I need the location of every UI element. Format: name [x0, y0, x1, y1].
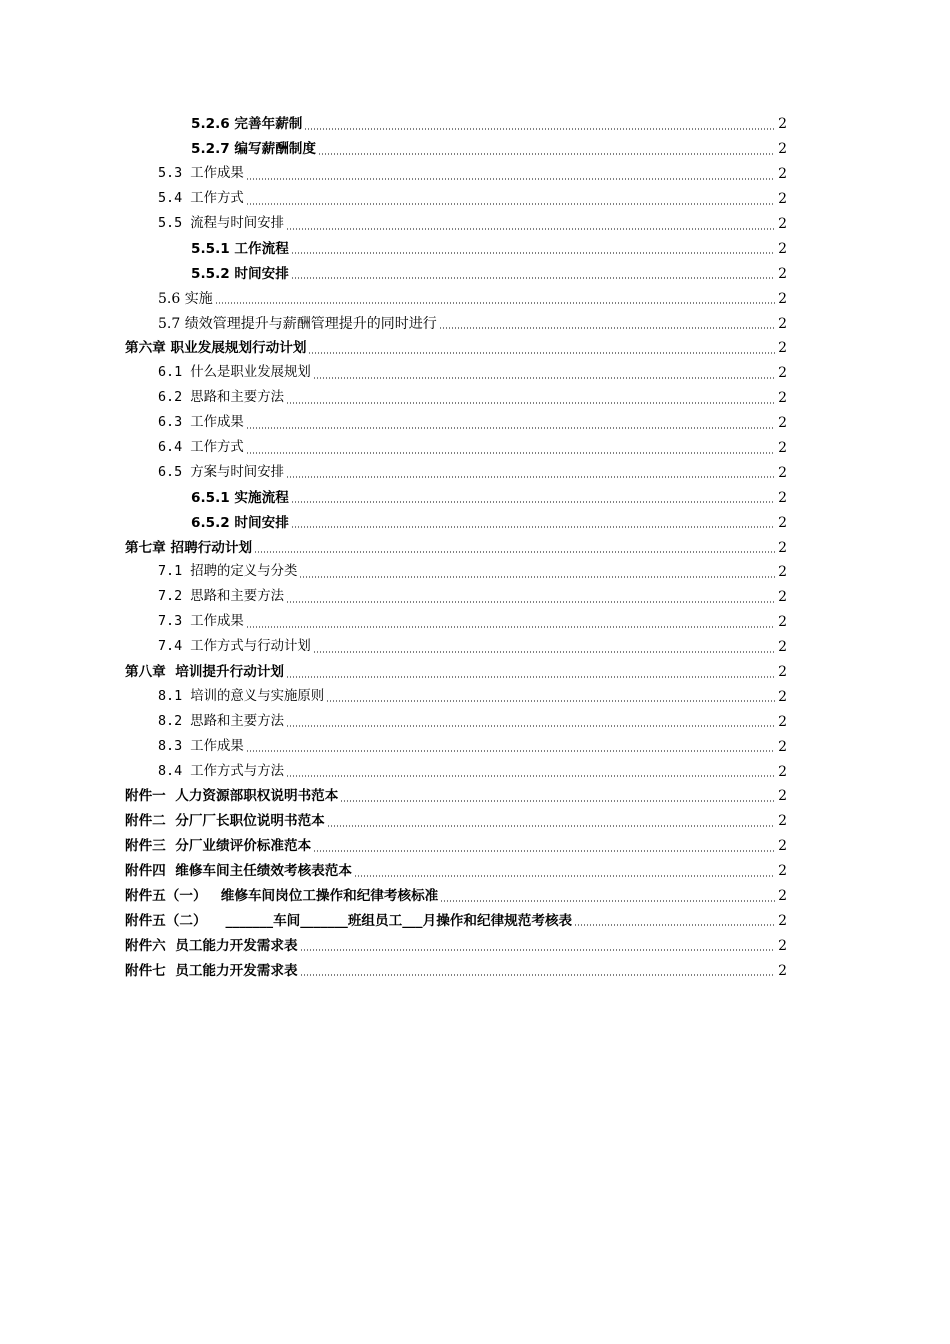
- toc-entry-title: 6.4 工作方式: [158, 440, 244, 456]
- toc-entry[interactable]: [0, 311, 950, 336]
- dot-leader: [246, 427, 775, 429]
- toc-entry[interactable]: [0, 411, 950, 436]
- dot-leader: [318, 153, 775, 155]
- dot-leader: [354, 875, 775, 877]
- toc-entry[interactable]: [0, 734, 950, 759]
- dot-leader: [246, 452, 775, 454]
- toc-entry-title: 8.1 培训的意义与实施原则: [158, 688, 325, 704]
- toc-entry[interactable]: [0, 261, 950, 286]
- toc-entry-title: 8.3 工作成果: [158, 738, 244, 754]
- toc-entry-page-number: 2: [778, 639, 787, 656]
- toc-entry[interactable]: [0, 759, 950, 784]
- dot-leader: [308, 352, 775, 354]
- toc-entry-title: 第七章 招聘行动计划: [125, 539, 253, 556]
- dot-leader: [246, 750, 775, 752]
- dot-leader: [313, 651, 775, 653]
- toc-entry-page-number: 2: [778, 514, 787, 531]
- toc-entry-page-number: 2: [778, 191, 787, 208]
- toc-entry-title: 6.3 工作成果: [158, 415, 244, 431]
- toc-entry-title: 附件六 员工能力开发需求表: [125, 937, 298, 954]
- dot-leader: [286, 228, 775, 230]
- dot-leader: [300, 974, 775, 976]
- toc-entry[interactable]: [0, 933, 950, 958]
- toc-entry-page-number: 2: [778, 415, 787, 432]
- toc-entry-title: 7.4 工作方式与行动计划: [158, 639, 311, 655]
- toc-entry[interactable]: [0, 684, 950, 709]
- dot-leader: [286, 725, 775, 727]
- toc-entry-title: 附件五（一） 维修车间岗位工操作和纪律考核标准: [125, 888, 439, 905]
- toc-entry-page-number: 2: [778, 564, 787, 581]
- toc-entry[interactable]: [0, 585, 950, 610]
- dot-leader: [299, 576, 775, 578]
- toc-entry-title: 6.1 什么是职业发展规划: [158, 365, 311, 381]
- toc-entry-title: 5.6 实施: [158, 290, 213, 307]
- dot-leader: [246, 178, 775, 180]
- dot-leader: [286, 476, 775, 478]
- toc-entry[interactable]: [0, 137, 950, 162]
- toc-entry-title: 附件七 员工能力开发需求表: [125, 962, 298, 979]
- toc-entry[interactable]: [0, 610, 950, 635]
- toc-entry-title: 第八章 培训提升行动计划: [125, 664, 284, 681]
- toc-entry-page-number: 2: [778, 240, 787, 257]
- toc-entry-title: 5.5.2 时间安排: [191, 265, 289, 282]
- toc-entry[interactable]: [0, 709, 950, 734]
- toc-entry-page-number: 2: [778, 912, 787, 929]
- dot-leader: [326, 700, 775, 702]
- toc-entry-page-number: 2: [778, 365, 787, 382]
- toc-entry-page-number: 2: [778, 390, 787, 407]
- toc-entry-page-number: 2: [778, 688, 787, 705]
- dot-leader: [286, 601, 775, 603]
- toc-entry-page-number: 2: [778, 340, 787, 357]
- toc-entry-page-number: 2: [778, 489, 787, 506]
- toc-entry-title: 7.2 思路和主要方法: [158, 589, 284, 605]
- toc-entry-title: 附件五（二） _______车间_______班组员工___月操作和纪律规范考核表: [125, 912, 573, 929]
- toc-entry-title: 第六章 职业发展规划行动计划: [125, 340, 307, 357]
- toc-entry[interactable]: [0, 112, 950, 137]
- dot-leader: [574, 924, 775, 926]
- toc-entry-title: 5.2.7 编写薪酬制度: [191, 141, 316, 158]
- toc-entry-page-number: 2: [778, 962, 787, 979]
- toc-entry-page-number: 2: [778, 863, 787, 880]
- toc-entry-page-number: 2: [778, 888, 787, 905]
- dot-leader: [286, 676, 775, 678]
- toc-entry-page-number: 2: [778, 290, 787, 307]
- toc-entry-page-number: 2: [778, 614, 787, 631]
- toc-entry-page-number: 2: [778, 539, 787, 556]
- toc-entry-page-number: 2: [778, 937, 787, 954]
- toc-entry-page-number: 2: [778, 464, 787, 481]
- toc-entry[interactable]: [0, 660, 950, 685]
- toc-entry[interactable]: [0, 510, 950, 535]
- toc-entry-title: 5.5 流程与时间安排: [158, 216, 284, 231]
- toc-entry-title: 附件一 人力资源部职权说明书范本: [125, 788, 339, 805]
- toc-entry-page-number: 2: [778, 589, 787, 606]
- toc-entry[interactable]: [0, 386, 950, 411]
- toc-entry-title: 6.5.1 实施流程: [191, 489, 289, 506]
- toc-entry-page-number: 2: [778, 440, 787, 457]
- toc-entry[interactable]: [0, 485, 950, 510]
- dot-leader: [291, 252, 775, 254]
- dot-leader: [313, 377, 775, 379]
- toc-entry-page-number: 2: [778, 116, 787, 133]
- toc-entry-title: 6.5 方案与时间安排: [158, 464, 284, 480]
- dot-leader: [327, 825, 775, 827]
- dot-leader: [246, 626, 775, 628]
- dot-leader: [313, 850, 775, 852]
- toc-entry-page-number: 2: [778, 763, 787, 780]
- table-of-contents: [0, 112, 950, 983]
- dot-leader: [439, 327, 775, 329]
- dot-leader: [291, 501, 775, 503]
- toc-entry-title: 附件三 分厂业绩评价标准范本: [125, 838, 312, 855]
- toc-entry-title: 7.1 招聘的定义与分类: [158, 564, 298, 580]
- dot-leader: [291, 277, 775, 279]
- toc-entry[interactable]: [0, 236, 950, 261]
- toc-entry[interactable]: [0, 212, 950, 237]
- toc-entry-page-number: 2: [778, 738, 787, 755]
- toc-entry-title: 6.5.2 时间安排: [191, 514, 289, 531]
- toc-entry[interactable]: [0, 884, 950, 909]
- dot-leader: [440, 900, 775, 902]
- dot-leader: [304, 128, 775, 130]
- toc-entry-page-number: 2: [778, 141, 787, 158]
- toc-entry[interactable]: [0, 560, 950, 585]
- toc-entry-page-number: 2: [778, 315, 787, 332]
- toc-entry[interactable]: [0, 286, 950, 311]
- toc-entry-title: 8.4 工作方式与方法: [158, 763, 284, 779]
- toc-entry[interactable]: [0, 909, 950, 934]
- dot-leader: [340, 800, 775, 802]
- toc-entry[interactable]: [0, 361, 950, 386]
- toc-entry[interactable]: [0, 834, 950, 859]
- toc-entry[interactable]: [0, 460, 950, 485]
- dot-leader: [300, 949, 775, 951]
- toc-entry[interactable]: [0, 784, 950, 809]
- toc-entry-title: 7.3 工作成果: [158, 614, 244, 630]
- toc-entry-page-number: 2: [778, 838, 787, 855]
- toc-entry-title: 5.7 绩效管理提升与薪酬管理提升的同时进行: [158, 315, 437, 332]
- toc-entry[interactable]: [0, 859, 950, 884]
- toc-entry-page-number: 2: [778, 216, 787, 232]
- toc-entry-page-number: 2: [778, 713, 787, 730]
- toc-entry[interactable]: [0, 809, 950, 834]
- toc-entry[interactable]: [0, 436, 950, 461]
- dot-leader: [291, 526, 775, 528]
- toc-entry[interactable]: [0, 958, 950, 983]
- toc-entry[interactable]: [0, 635, 950, 660]
- toc-entry-title: 5.5.1 工作流程: [191, 240, 289, 257]
- toc-entry-page-number: 2: [778, 166, 787, 183]
- dot-leader: [246, 203, 775, 205]
- toc-entry[interactable]: [0, 162, 950, 187]
- toc-entry-title: 附件四 维修车间主任绩效考核表范本: [125, 863, 352, 880]
- toc-entry-title: 附件二 分厂厂长职位说明书范本: [125, 813, 325, 830]
- dot-leader: [286, 775, 775, 777]
- toc-entry-title: 6.2 思路和主要方法: [158, 390, 284, 406]
- toc-entry-title: 8.2 思路和主要方法: [158, 713, 284, 729]
- dot-leader: [286, 402, 775, 404]
- toc-entry[interactable]: [0, 187, 950, 212]
- toc-entry[interactable]: [0, 336, 950, 361]
- toc-entry-title: 5.4 工作方式: [158, 191, 244, 207]
- toc-entry-title: 5.2.6 完善年薪制: [191, 116, 303, 133]
- toc-entry-page-number: 2: [778, 265, 787, 282]
- toc-entry-title: 5.3 工作成果: [158, 166, 244, 182]
- dot-leader: [215, 302, 775, 304]
- toc-entry[interactable]: [0, 535, 950, 560]
- toc-entry-page-number: 2: [778, 813, 787, 830]
- dot-leader: [254, 551, 775, 553]
- toc-entry-page-number: 2: [778, 788, 787, 805]
- toc-entry-page-number: 2: [778, 664, 787, 681]
